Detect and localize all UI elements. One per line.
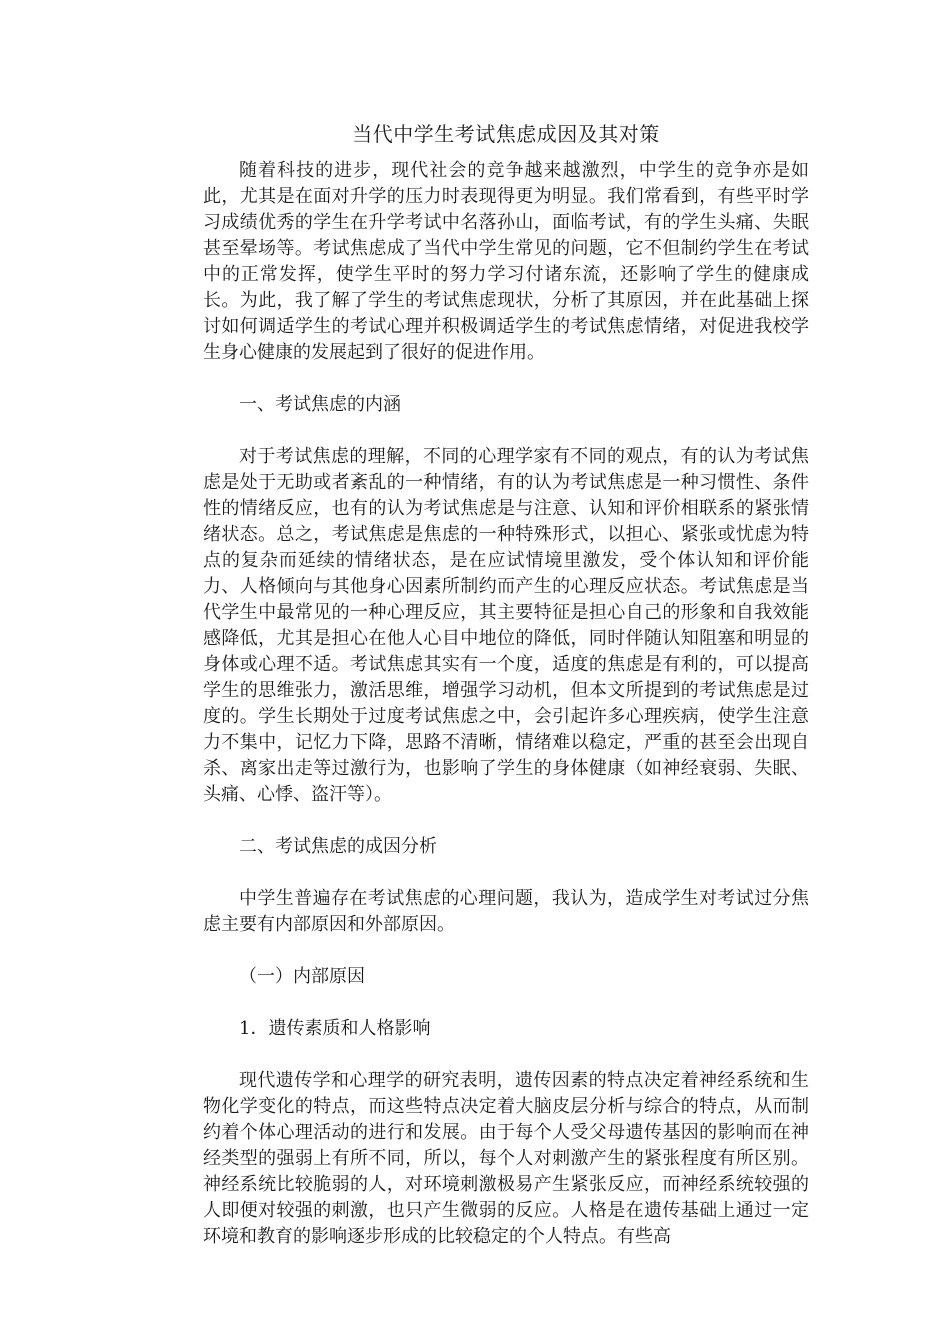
paragraph-connotation: 对于考试焦虑的理解，不同的心理学家有不同的观点，有的认为考试焦虑是处于无助或者紊乱的一种情绪，有的认为考试焦虑是一种习惯性、条件性的情绪反应，也有的认为考试焦虑是与注意、认知和评价相联系的紧张情绪状态。总之，考试焦虑是焦虑的一种特殊形式，以担心、紧张或忧虑为特点的复杂而延续的情绪状态，是在应试情境里激发，受个体认知和评价能力、人格倾向与其他身心因素所制约而产生的心理反应状态。考试焦虑是当代学生中最常见的一种心理反应，其主要特征是担心自己的形象和自我效能感降低，尤其是担心在他人心目中地位的降低，同时伴随认知阻塞和明显的身体或心理不适。考试焦虑其实有一个度，适度的焦虑是有利的，可以提高学生的思维张力，激活思维，增强学习动机，但本文所提到的考试焦虑是过度的。学生长期处于过度考试焦虑之中，会引起许多心理疾病，使学生注意力不集中，记忆力下降，思路不清晰，情绪难以稳定，严重的甚至会出现自杀、离家出走等过激行为，也影响了学生的身体健康（如神经衰弱、失眠、头痛、心悸、盗汗等）。 (203, 446, 809, 805)
paragraph-intro: 随着科技的进步，现代社会的竞争越来越激烈，中学生的竞争亦是如此，尤其是在面对升学的压力时表现得更为明显。我们常看到，有些平时学习成绩优秀的学生在升学考试中名落孙山，面临考试，有的学生头痛、失眠甚至晕场等。考试焦虑成了当代中学生常见的问题，它不但制约学生在考试中的正常发挥，使学生平时的努力学习付诸东流，还影响了学生的健康成长。为此，我了解了学生的考试焦虑现状，分析了其原因，并在此基础上探讨如何调适学生的考试心理并积极调适学生的考试焦虑情绪，对促进我校学生身心健康的发展起到了很好的促进作用。 (203, 160, 809, 363)
paragraph-causes-intro: 中学生普遍存在考试焦虑的心理问题，我认为，造成学生对考试过分焦虑主要有内部原因和外部原因。 (203, 888, 809, 935)
subsection-heading-internal: （一）内部原因 (239, 966, 365, 987)
section-heading-1: 一、考试焦虑的内涵 (239, 394, 401, 415)
document-title: 当代中学生考试焦虑成因及其对策 (352, 122, 660, 146)
paragraph-genetics: 现代遗传学和心理学的研究表明，遗传因素的特点决定着神经系统和生物化学变化的特点，而这些特点决定着大脑皮层分析与综合的特点，从而制约着个体心理活动的进行和发展。由于每个人受父母遗传基因的影响而在神经类型的强弱上有所不同，所以，每个人对刺激产生的紧张程度有所区别。神经系统比较脆弱的人，对环境刺激极易产生紧张反应，而神经系统较强的人即便对较强的刺激，也只产生微弱的反应。人格是在遗传基础上通过一定环境和教育的影响逐步形成的比较稳定的个人特点。有些高 (203, 1070, 809, 1247)
subsection-heading-genetics: 1．遗传素质和人格影响 (239, 1018, 431, 1039)
section-heading-2: 二、考试焦虑的成因分析 (239, 836, 437, 857)
document-page (203, 118, 809, 1250)
